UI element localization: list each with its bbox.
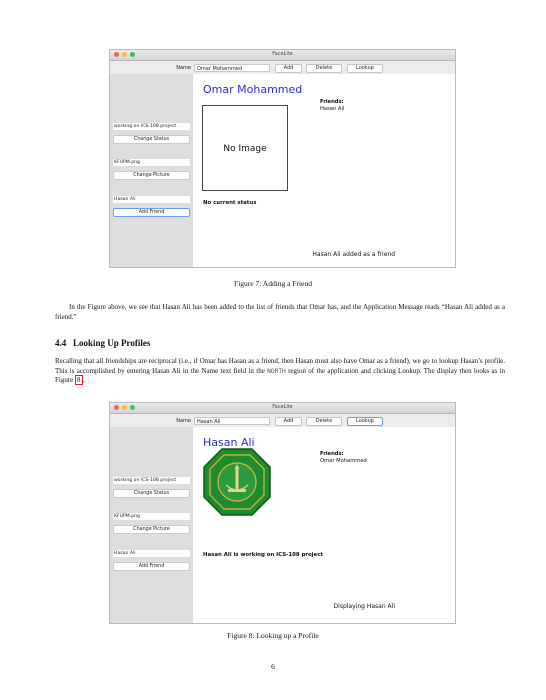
name-label: Name bbox=[176, 65, 191, 71]
figure-8-caption: Figure 8: Looking up a Profile bbox=[227, 631, 319, 640]
name-input[interactable]: Omar Mohammed bbox=[194, 64, 270, 72]
north-panel bbox=[110, 417, 455, 427]
window-title: FaceLite bbox=[272, 404, 293, 410]
profile-image-box bbox=[202, 105, 288, 191]
friends-label: Friends: bbox=[320, 99, 344, 105]
west-panel bbox=[110, 427, 193, 623]
current-status: No current status bbox=[203, 200, 257, 206]
change-picture-button[interactable]: Change Picture bbox=[113, 525, 190, 534]
no-image-text: No Image bbox=[223, 144, 267, 154]
friend-list-item: Omar Mohammed bbox=[320, 458, 367, 464]
current-status: Hasan Ali is working on ICS-108 project bbox=[203, 552, 323, 558]
window-title: FaceLite bbox=[272, 51, 293, 57]
paragraph-1: In the Figure above, we see that Hasan Ali has been added to the list of friends that Omar has, and the Application Message reads “Hasan Ali added as a friend.” bbox=[55, 303, 505, 321]
profile-name: Omar Mohammed bbox=[203, 83, 303, 96]
section-heading bbox=[55, 338, 150, 348]
friend-list-item: Hasan Ali bbox=[320, 106, 345, 112]
west-panel bbox=[110, 74, 193, 267]
delete-button[interactable]: Delete bbox=[306, 417, 342, 426]
kfupm-seal-image bbox=[202, 447, 272, 517]
section-title: Looking Up Profiles bbox=[73, 338, 151, 348]
picture-input[interactable]: KFUPM.png bbox=[113, 159, 190, 166]
change-status-button[interactable]: Change Status bbox=[113, 135, 190, 144]
add-button[interactable]: Add bbox=[275, 64, 302, 73]
status-input[interactable]: working on ICS-108 project bbox=[113, 123, 190, 130]
facelite-window-lookup bbox=[110, 403, 455, 623]
paragraph-2-text-c: . bbox=[82, 376, 85, 385]
profile-panel bbox=[193, 74, 455, 267]
profile-panel bbox=[193, 427, 455, 623]
facelite-window-adding-friend bbox=[110, 50, 455, 267]
change-status-button[interactable]: Change Status bbox=[113, 489, 190, 498]
paragraph-2-text-b: region of the application and clicking Lookup. The display then looks as in Figure bbox=[55, 366, 505, 385]
title-bar bbox=[110, 50, 455, 61]
figure-7-caption: Figure 7: Adding a Friend bbox=[234, 279, 312, 288]
north-panel bbox=[110, 64, 455, 74]
profile-name: Hasan Ali bbox=[203, 436, 255, 449]
lookup-button[interactable]: Lookup bbox=[347, 64, 383, 73]
figure-8-link[interactable]: 8 bbox=[77, 376, 81, 385]
paragraph-2 bbox=[55, 357, 505, 386]
title-bar bbox=[110, 403, 455, 414]
friend-input[interactable]: Hasan Ali bbox=[113, 550, 190, 557]
status-input[interactable]: working on ICS-108 project bbox=[113, 477, 190, 484]
name-label: Name bbox=[176, 418, 191, 424]
lookup-button[interactable]: Lookup bbox=[347, 417, 383, 426]
picture-input[interactable]: KFUPM.png bbox=[113, 513, 190, 520]
section-number: 4.4 bbox=[55, 338, 67, 348]
paragraph-2-text-a: Recalling that all friendships are reciprocal (i.e., if Omar has Hasan as a friend, then Hasan must also have Omar as a friend), we go to lookup Hasan’s profile. This is accomplished by entering Hasan Ali in the Name text field in the bbox=[55, 357, 505, 375]
name-input[interactable]: Hasan Ali bbox=[194, 417, 270, 425]
application-message: Displaying Hasan Ali bbox=[333, 603, 395, 610]
friend-input[interactable]: Hasan Ali bbox=[113, 196, 190, 203]
application-message: Hasan Ali added as a friend bbox=[312, 251, 395, 258]
north-code: NORTH bbox=[267, 367, 286, 375]
delete-button[interactable]: Delete bbox=[306, 64, 342, 73]
add-friend-button[interactable]: Add Friend bbox=[113, 208, 190, 217]
page-number: 6 bbox=[271, 662, 275, 671]
add-button[interactable]: Add bbox=[275, 417, 302, 426]
friends-label: Friends: bbox=[320, 451, 344, 457]
add-friend-button[interactable]: Add Friend bbox=[113, 562, 190, 571]
change-picture-button[interactable]: Change Picture bbox=[113, 171, 190, 180]
